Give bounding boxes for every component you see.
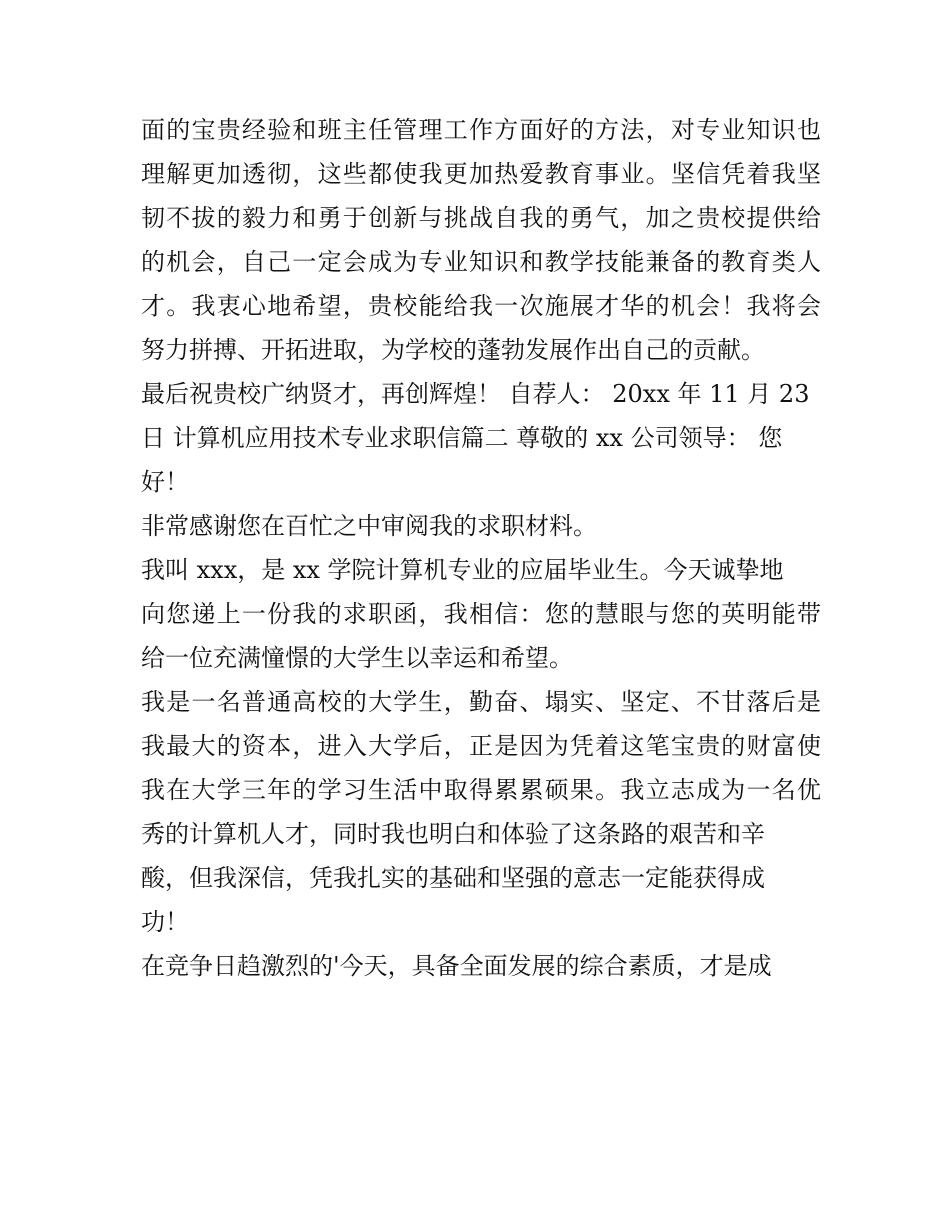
text-line: 给一位充满憧憬的大学生以幸运和希望。 xyxy=(141,644,573,672)
text-line: 好！ xyxy=(141,468,189,496)
text-line: 我是一名普通高校的大学生，勤奋、塌实、坚定、不甘落后是 xyxy=(141,688,821,716)
text-line: 非常感谢您在百忙之中审阅我的求职材料。 xyxy=(141,512,597,540)
text-line: 我在大学三年的学习生活中取得累累硕果。我立志成为一名优 xyxy=(141,776,821,804)
document-body xyxy=(141,108,821,988)
text-line: 才。我衷心地希望，贵校能给我一次施展才华的机会！我将会 xyxy=(141,292,821,320)
text-line: 我叫 xxx，是 xx 学院计算机专业的应届毕业生。今天诚挚地 xyxy=(141,556,784,584)
text-line: 我最大的资本，进入大学后，正是因为凭着这笔宝贵的财富使 xyxy=(141,732,821,760)
text-line: 秀的计算机人才，同时我也明白和体验了这条路的艰苦和辛 xyxy=(141,820,765,848)
text-line: 向您递上一份我的求职函，我相信：您的慧眼与您的英明能带 xyxy=(141,600,821,628)
text-line: 面的宝贵经验和班主任管理工作方面好的方法，对专业知识也 xyxy=(141,116,821,144)
text-line: 努力拼搏、开拓进取，为学校的蓬勃发展作出自己的贡献。 xyxy=(141,336,765,364)
text-line: 日 计算机应用技术专业求职信篇二 尊敬的 xx 公司领导： 您 xyxy=(141,424,783,452)
text-line: 韧不拔的毅力和勇于创新与挑战自我的勇气，加之贵校提供给 xyxy=(141,204,821,232)
text-line: 功！ xyxy=(141,908,189,936)
text-line: 理解更加透彻，这些都使我更加热爱教育事业。坚信凭着我坚 xyxy=(141,160,821,188)
text-line: 最后祝贵校广纳贤才，再创辉煌！ 自荐人： 20xx 年 11 月 23 xyxy=(141,380,810,408)
text-line: 在竞争日趋激烈的'今天，具备全面发展的综合素质，才是成 xyxy=(141,952,772,980)
text-line: 酸，但我深信，凭我扎实的基础和坚强的意志一定能获得成 xyxy=(141,864,765,892)
text-line: 的机会，自己一定会成为专业知识和教学技能兼备的教育类人 xyxy=(141,248,821,276)
